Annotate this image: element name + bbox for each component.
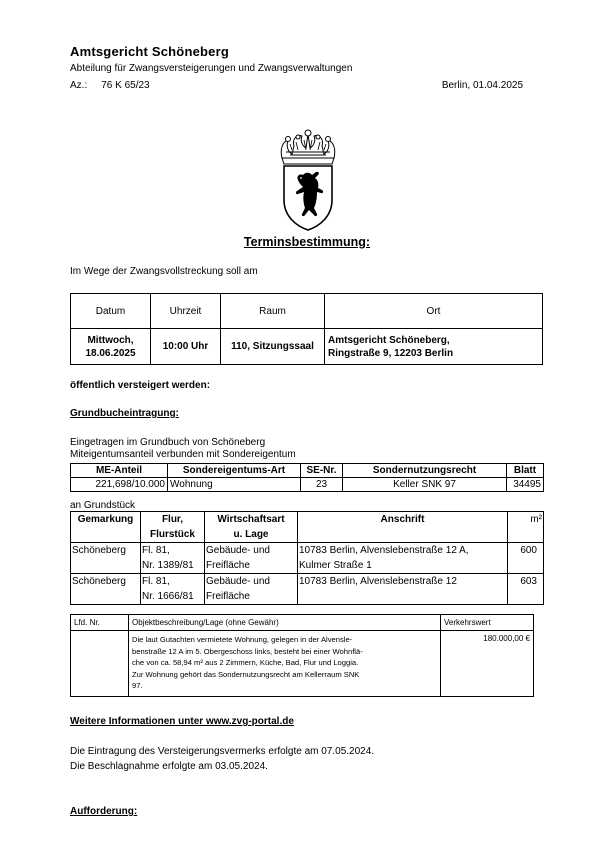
place-date: Berlin, 01.04.2025 (441, 80, 523, 91)
plot-label: an Grundstück (70, 500, 136, 511)
page-title: Terminsbestimmung: (243, 235, 371, 249)
header-flur: Flur, Flurstück (141, 512, 205, 543)
file-reference-label: Az.: (70, 80, 88, 91)
more-info-link[interactable]: Weitere Informationen unter www.zvg-portal.de (70, 716, 294, 727)
appointment-room: 110, Sitzungssaal (221, 329, 325, 365)
header-se-nr: SE-Nr. (301, 464, 343, 478)
file-reference-number: 76 K 65/23 (101, 80, 150, 91)
land-register-heading: Grundbucheintragung: (70, 408, 179, 419)
header-me-anteil: ME-Anteil (71, 464, 168, 478)
cell-me-anteil: 221,698/10.000 (71, 478, 168, 492)
header-lfd-nr: Lfd. Nr. (71, 615, 129, 631)
header-snr: Sondernutzungsrecht (343, 464, 507, 478)
share-table (70, 463, 544, 492)
cell-snr: Keller SNK 97 (343, 478, 507, 492)
header-blatt: Blatt (507, 464, 544, 478)
appointment-place: Amtsgericht Schöneberg, Ringstraße 9, 12203 Berlin (325, 329, 543, 365)
header-anschrift: Anschrift (298, 512, 508, 543)
header-wirtschaftsart: Wirtschaftsart u. Lage (205, 512, 298, 543)
registration-note: Die Eintragung des Versteigerungsvermerks erfolgte am 07.05.2024. (70, 746, 375, 757)
market-value: 180.000,00 € (441, 631, 534, 697)
header-verkehrswert: Verkehrswert (441, 615, 534, 631)
co-ownership-text: Miteigentumsanteil verbunden mit Sondereigentum (70, 449, 296, 460)
header-ort: Ort (325, 294, 543, 329)
table-row: Schöneberg Fl. 81, Nr. 1389/81 Gebäude- und Freifläche 10783 Berlin, Alvenslebenstraße 12 A, Kulmer Straße 1 600 (71, 543, 544, 574)
object-table (70, 614, 534, 697)
seizure-note: Die Beschlagnahme erfolgte am 03.05.2024. (70, 761, 268, 772)
plot-table (70, 511, 544, 605)
request-heading: Aufforderung: (70, 806, 138, 817)
header-uhrzeit: Uhrzeit (151, 294, 221, 329)
berlin-bear-crest-icon (276, 128, 340, 232)
header-se-art: Sondereigentums-Art (168, 464, 301, 478)
department-name: Abteilung für Zwangsversteigerungen und Zwangsverwaltungen (70, 63, 353, 74)
cell-blatt: 34495 (507, 478, 544, 492)
cell-se-nr: 23 (301, 478, 343, 492)
auction-statement: öffentlich versteigert werden: (70, 380, 211, 391)
header-gemarkung: Gemarkung (71, 512, 141, 543)
registered-text: Eingetragen im Grundbuch von Schöneberg (70, 437, 266, 448)
cell-se-art: Wohnung (168, 478, 301, 492)
header-objektbeschreibung: Objektbeschreibung/Lage (ohne Gewähr) (129, 615, 441, 631)
appointment-time: 10:00 Uhr (151, 329, 221, 365)
court-name: Amtsgericht Schöneberg (70, 44, 229, 59)
appointment-date: Mittwoch, 18.06.2025 (71, 329, 151, 365)
table-row: Schöneberg Fl. 81, Nr. 1666/81 Gebäude- und Freifläche 10783 Berlin, Alvenslebenstraße 12 603 (71, 574, 544, 605)
file-reference (70, 80, 150, 91)
table-row (71, 478, 544, 492)
header-datum: Datum (71, 294, 151, 329)
appointment-table (70, 293, 543, 365)
header-raum: Raum (221, 294, 325, 329)
header-m2: m² (508, 512, 544, 543)
intro-text: Im Wege der Zwangsvollstreckung soll am (70, 266, 258, 277)
object-description: Die laut Gutachten vermietete Wohnung, gelegen in der Alvensle- benstraße 12 A im 5. Obergeschoss links, besteht bei einer Wohnflä- che von ca. 58,94 m² aus 2 Zimmern, Küche, Bad, Flur und Loggia. Zur Wohnung gehört das Sondernutzungsrecht am Kellerraum SNK 97. (129, 631, 441, 697)
